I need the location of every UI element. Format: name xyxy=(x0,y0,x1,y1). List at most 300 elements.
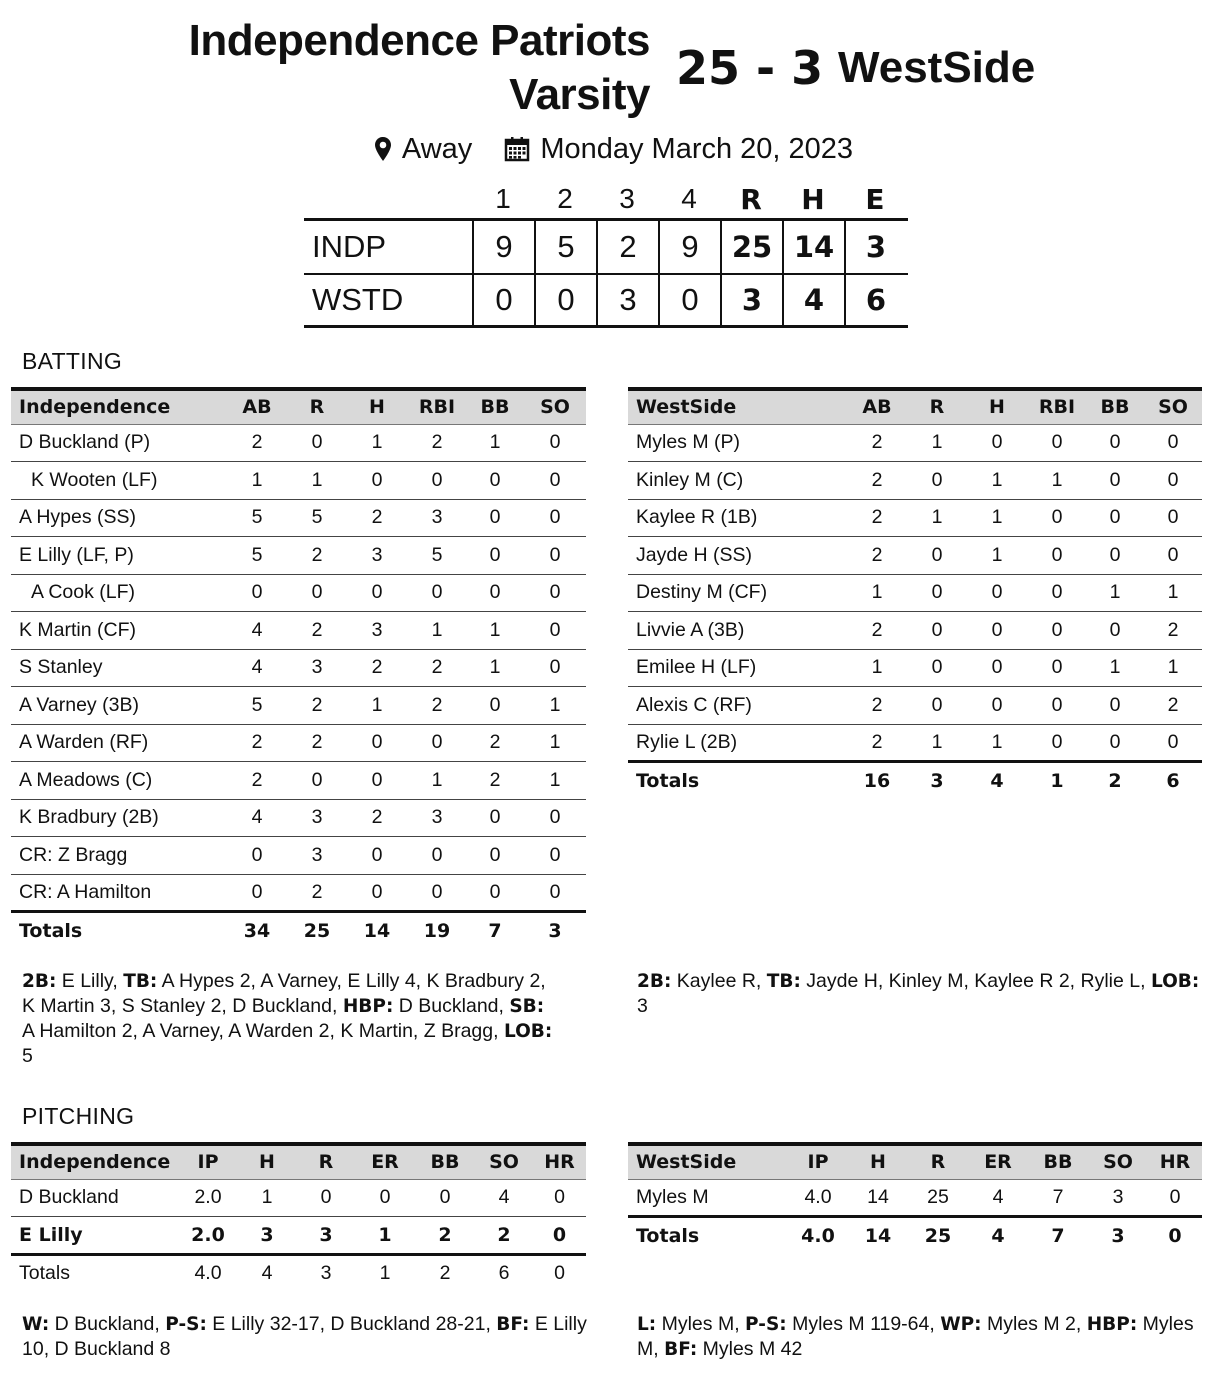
stat-cell: 4 xyxy=(990,770,1004,792)
stat-cell: 7 xyxy=(488,920,502,942)
stat-cell: 0 xyxy=(408,724,466,762)
stat-cell: 1 xyxy=(1144,649,1202,687)
stat-cell: 0 xyxy=(1086,462,1144,500)
player-row xyxy=(628,499,1202,537)
stat-cell: 0 xyxy=(908,649,966,687)
home-pitching-notes xyxy=(22,1312,592,1362)
note-label: WP: xyxy=(940,1314,982,1335)
player-row xyxy=(11,762,586,800)
note-text: E Lilly 32-17, D Buckland 28-21, xyxy=(206,1313,497,1335)
inning-3-header: 3 xyxy=(619,183,635,214)
player-name: A Hypes (SS) xyxy=(11,499,226,537)
inning-score: 0 xyxy=(658,275,720,325)
note-label: SB: xyxy=(509,996,545,1017)
stat-cell: 2 xyxy=(288,874,346,912)
note-text: Myles M 2, xyxy=(981,1313,1087,1335)
player-name: Rylie L (2B) xyxy=(628,724,846,762)
stat-cell: 1 xyxy=(846,649,908,687)
stat-cell: 0 xyxy=(288,424,346,462)
stat-cell: 1 xyxy=(1028,462,1086,500)
stat-cell: 2 xyxy=(408,649,466,687)
stat-cell: 7 xyxy=(1028,1179,1088,1217)
linescore-team: WSTD xyxy=(312,282,404,317)
stat-cell: 0 xyxy=(524,649,586,687)
player-row xyxy=(11,649,586,687)
stat-cell: 0 xyxy=(908,687,966,725)
note-label: BF: xyxy=(496,1314,530,1335)
stat-cell: 3 xyxy=(288,837,346,875)
table-header-row xyxy=(628,389,1202,424)
stat-cell: 0 xyxy=(966,649,1028,687)
stat-cell: 3 xyxy=(346,537,408,575)
column-header-rbi: RBI xyxy=(408,389,466,424)
stat-cell: 0 xyxy=(408,574,466,612)
inning-4-header: 4 xyxy=(681,183,697,214)
stat-cell: 0 xyxy=(524,874,586,912)
totals-label: Totals xyxy=(636,770,700,792)
stat-cell: 0 xyxy=(524,799,586,837)
column-header-bb: BB xyxy=(1028,1144,1088,1179)
note-label: P-S: xyxy=(165,1314,207,1335)
stat-cell: 0 xyxy=(966,687,1028,725)
away-pitching-table xyxy=(628,1142,1202,1254)
stat-cell: 1 xyxy=(1086,574,1144,612)
stat-cell: 0 xyxy=(226,874,288,912)
player-name: Kaylee R (1B) xyxy=(628,499,846,537)
linescore xyxy=(304,180,908,328)
game-location xyxy=(374,130,472,168)
stat-cell: 1 xyxy=(408,762,466,800)
stat-cell: 4.0 xyxy=(194,1262,222,1284)
column-header-ab: AB xyxy=(226,389,288,424)
stat-cell: 0 xyxy=(346,762,408,800)
stat-cell: 1 xyxy=(346,424,408,462)
note-label: HBP: xyxy=(342,996,394,1017)
away-batting-table xyxy=(628,387,1202,799)
stat-cell: 3 xyxy=(408,499,466,537)
stat-cell: 5 xyxy=(226,687,288,725)
table-header-row xyxy=(628,1144,1202,1179)
player-row xyxy=(628,537,1202,575)
stat-cell: 4 xyxy=(261,1262,273,1284)
stat-cell: 16 xyxy=(863,770,891,792)
column-header-bb: BB xyxy=(1086,389,1144,424)
stat-cell: 1 xyxy=(908,724,966,762)
stat-cell: 1 xyxy=(346,687,408,725)
stat-cell: 0 xyxy=(524,537,586,575)
stat-cell: 2 xyxy=(466,762,524,800)
note-label: L: xyxy=(637,1314,657,1335)
stat-cell: 0 xyxy=(966,612,1028,650)
stat-cell: 2 xyxy=(846,462,908,500)
player-name: Jayde H (SS) xyxy=(628,537,846,575)
stat-cell: 0 xyxy=(1028,612,1086,650)
stat-cell: 14 xyxy=(864,1225,892,1247)
runs-header: R xyxy=(740,182,762,216)
player-row xyxy=(11,799,586,837)
totals-label: Totals xyxy=(636,1225,700,1247)
stat-cell: 4 xyxy=(226,799,288,837)
player-name: Emilee H (LF) xyxy=(628,649,846,687)
stat-cell: 4.0 xyxy=(788,1179,848,1217)
away-batting-notes xyxy=(637,969,1207,1019)
stat-cell: 4 xyxy=(991,1225,1005,1247)
player-name: D Buckland (P) xyxy=(11,424,226,462)
player-name: Myles M (P) xyxy=(628,424,846,462)
note-label: LOB: xyxy=(1150,971,1200,992)
home-pitching-table xyxy=(11,1142,586,1292)
stat-cell: 3 xyxy=(346,612,408,650)
stat-cell: 0 xyxy=(524,612,586,650)
stat-cell: 5 xyxy=(288,499,346,537)
stat-cell: 1 xyxy=(379,1262,391,1284)
column-header-er: ER xyxy=(968,1144,1028,1179)
table-header-row xyxy=(11,1144,586,1179)
stat-cell: 2.0 xyxy=(179,1217,237,1255)
column-header-r: R xyxy=(297,1144,355,1179)
player-row xyxy=(11,574,586,612)
column-header-ip: IP xyxy=(179,1144,237,1179)
stat-cell: 0 xyxy=(408,462,466,500)
note-text: D Buckland, xyxy=(49,1313,166,1335)
player-row xyxy=(11,687,586,725)
stat-cell: 3 xyxy=(930,770,944,792)
stat-cell: 0 xyxy=(908,537,966,575)
note-label: BF: xyxy=(664,1339,698,1360)
linescore-row-home xyxy=(304,221,908,273)
stat-cell: 4.0 xyxy=(801,1225,835,1247)
note-text: E Lilly, xyxy=(56,970,124,992)
stat-cell: 0 xyxy=(1144,537,1202,575)
stat-cell: 0 xyxy=(1028,537,1086,575)
date-text: Monday March 20, 2023 xyxy=(540,133,854,165)
inning-1-header: 1 xyxy=(495,183,511,214)
inning-score: 5 xyxy=(534,221,596,273)
team-column-header: WestSide xyxy=(628,389,846,424)
totals-row xyxy=(628,1217,1202,1255)
player-name: E Lilly (LF, P) xyxy=(11,537,226,575)
stat-cell: 0 xyxy=(1148,1179,1202,1217)
player-row xyxy=(11,537,586,575)
player-name: Livvie A (3B) xyxy=(628,612,846,650)
stat-cell: 19 xyxy=(423,920,451,942)
stat-cell: 0 xyxy=(288,574,346,612)
totals-row xyxy=(628,762,1202,800)
stat-cell: 2 xyxy=(226,424,288,462)
stat-cell: 1 xyxy=(908,424,966,462)
stat-cell: 2 xyxy=(1108,770,1122,792)
stat-cell: 1 xyxy=(355,1217,415,1255)
totals-label: Totals xyxy=(19,920,83,942)
player-name: K Bradbury (2B) xyxy=(11,799,226,837)
stat-cell: 0 xyxy=(466,687,524,725)
stat-cell: 0 xyxy=(908,574,966,612)
note-text: Jayde H, Kinley M, Kaylee R 2, Rylie L, xyxy=(800,970,1151,992)
player-row xyxy=(11,612,586,650)
home-batting-notes xyxy=(22,969,557,1069)
player-name: Totals xyxy=(19,1262,70,1284)
player-name: K Martin (CF) xyxy=(11,612,226,650)
stat-cell: 3 xyxy=(297,1217,355,1255)
map-pin-icon xyxy=(374,136,392,162)
stat-cell: 1 xyxy=(466,649,524,687)
note-text: Myles M, xyxy=(637,1313,1194,1360)
stat-cell: 0 xyxy=(355,1179,415,1217)
stat-cell: 2 xyxy=(288,724,346,762)
home-team-name xyxy=(150,14,650,122)
stat-cell: 3 xyxy=(237,1217,297,1255)
inning-score: 9 xyxy=(658,221,720,273)
home-batting-table xyxy=(11,387,586,949)
stat-cell: 0 xyxy=(1086,612,1144,650)
stat-cell: 0 xyxy=(415,1179,475,1217)
player-name: K Wooten (LF) xyxy=(11,462,226,500)
stat-cell: 5 xyxy=(226,499,288,537)
player-row xyxy=(628,1179,1202,1217)
inning-score: 0 xyxy=(472,275,534,325)
stat-cell: 3 xyxy=(288,649,346,687)
stat-cell: 0 xyxy=(524,499,586,537)
stat-cell: 0 xyxy=(1086,537,1144,575)
stat-cell: 0 xyxy=(466,462,524,500)
stat-cell: 4 xyxy=(226,612,288,650)
stat-cell: 2 xyxy=(226,762,288,800)
column-header-hr: HR xyxy=(533,1144,586,1179)
stat-cell: 3 xyxy=(320,1262,332,1284)
stat-cell: 0 xyxy=(524,462,586,500)
player-name: CR: A Hamilton xyxy=(11,874,226,912)
stat-cell: 0 xyxy=(966,574,1028,612)
errors-total: 3 xyxy=(844,221,906,273)
stat-cell: 1 xyxy=(466,612,524,650)
stat-cell: 0 xyxy=(1028,687,1086,725)
column-header-rbi: RBI xyxy=(1028,389,1086,424)
stat-cell: 0 xyxy=(466,837,524,875)
opponent-team-name: WestSide xyxy=(838,43,1036,92)
pitching-section-title: PITCHING xyxy=(22,1103,135,1129)
stat-cell: 2 xyxy=(475,1217,533,1255)
stat-cell: 0 xyxy=(346,837,408,875)
inning-score: 0 xyxy=(534,275,596,325)
player-row xyxy=(628,724,1202,762)
stat-cell: 0 xyxy=(346,574,408,612)
column-header-er: ER xyxy=(355,1144,415,1179)
stat-cell: 0 xyxy=(408,874,466,912)
inning-score: 2 xyxy=(596,221,658,273)
player-row xyxy=(11,1179,586,1217)
stat-cell: 25 xyxy=(303,920,331,942)
stat-cell: 2 xyxy=(346,499,408,537)
stat-cell: 1 xyxy=(524,724,586,762)
note-label: P-S: xyxy=(745,1314,787,1335)
stat-cell: 1 xyxy=(1144,574,1202,612)
stat-cell: 3 xyxy=(548,920,562,942)
stat-cell: 2 xyxy=(439,1262,451,1284)
stat-cell: 34 xyxy=(243,920,271,942)
stat-cell: 2 xyxy=(288,687,346,725)
stat-cell: 1 xyxy=(966,462,1028,500)
note-text: Myles M 42 xyxy=(697,1338,803,1360)
stat-cell: 0 xyxy=(524,574,586,612)
stat-cell: 3 xyxy=(288,799,346,837)
column-header-so: SO xyxy=(524,389,586,424)
note-label: HBP: xyxy=(1086,1314,1138,1335)
player-name: A Varney (3B) xyxy=(11,687,226,725)
stat-cell: 2.0 xyxy=(179,1179,237,1217)
stat-cell: 0 xyxy=(408,837,466,875)
stat-cell: 1 xyxy=(1086,649,1144,687)
stat-cell: 3 xyxy=(1111,1225,1125,1247)
stat-cell: 0 xyxy=(346,874,408,912)
player-name: A Meadows (C) xyxy=(11,762,226,800)
inning-2-header: 2 xyxy=(557,183,573,214)
stat-cell: 7 xyxy=(1051,1225,1065,1247)
stat-cell: 0 xyxy=(966,424,1028,462)
stat-cell: 6 xyxy=(498,1262,510,1284)
stat-cell: 1 xyxy=(408,612,466,650)
stat-cell: 3 xyxy=(1088,1179,1148,1217)
player-name: D Buckland xyxy=(11,1179,179,1217)
stat-cell: 1 xyxy=(846,574,908,612)
player-row xyxy=(11,724,586,762)
column-header-r: R xyxy=(908,1144,968,1179)
runs-total: 3 xyxy=(720,275,782,325)
stat-cell: 0 xyxy=(1028,424,1086,462)
runs-total: 25 xyxy=(720,221,782,273)
stat-cell: 0 xyxy=(226,574,288,612)
stat-cell: 2 xyxy=(288,612,346,650)
player-row xyxy=(628,424,1202,462)
player-name: CR: Z Bragg xyxy=(11,837,226,875)
stat-cell: 1 xyxy=(466,424,524,462)
stat-cell: 0 xyxy=(1144,724,1202,762)
player-row xyxy=(628,462,1202,500)
player-name: Destiny M (CF) xyxy=(628,574,846,612)
stat-cell: 0 xyxy=(1086,724,1144,762)
stat-cell: 0 xyxy=(466,537,524,575)
column-header-h: H xyxy=(966,389,1028,424)
player-name: E Lilly xyxy=(11,1217,179,1255)
column-header-bb: BB xyxy=(466,389,524,424)
stat-cell: 0 xyxy=(346,724,408,762)
stat-cell: 0 xyxy=(1028,649,1086,687)
stat-cell: 0 xyxy=(1086,499,1144,537)
stat-cell: 14 xyxy=(848,1179,908,1217)
column-header-bb: BB xyxy=(415,1144,475,1179)
team-column-header: Independence xyxy=(11,389,226,424)
stat-cell: 4 xyxy=(968,1179,1028,1217)
stat-cell: 0 xyxy=(1144,462,1202,500)
player-row xyxy=(11,1217,586,1255)
column-header-hr: HR xyxy=(1148,1144,1202,1179)
column-header-ip: IP xyxy=(788,1144,848,1179)
stat-cell: 2 xyxy=(415,1217,475,1255)
note-text: Kaylee R, xyxy=(671,970,767,992)
stat-cell: 0 xyxy=(1028,499,1086,537)
stat-cell: 0 xyxy=(466,799,524,837)
stat-cell: 2 xyxy=(846,424,908,462)
player-name: A Cook (LF) xyxy=(11,574,226,612)
stat-cell: 0 xyxy=(908,612,966,650)
inning-score: 9 xyxy=(472,221,534,273)
note-text: Myles M 119-64, xyxy=(786,1313,941,1335)
linescore-header xyxy=(304,180,908,218)
stat-cell: 2 xyxy=(846,724,908,762)
batting-section-title: BATTING xyxy=(22,348,123,374)
stat-cell: 0 xyxy=(1028,574,1086,612)
player-row xyxy=(11,462,586,500)
stat-cell: 1 xyxy=(237,1179,297,1217)
stat-cell: 0 xyxy=(1168,1225,1182,1247)
linescore-body xyxy=(304,218,908,328)
stat-cell: 1 xyxy=(226,462,288,500)
location-text: Away xyxy=(401,133,473,165)
stat-cell: 0 xyxy=(1144,499,1202,537)
linescore-row-away xyxy=(304,273,908,325)
stat-cell: 2 xyxy=(288,537,346,575)
player-name: Alexis C (RF) xyxy=(628,687,846,725)
stat-cell: 0 xyxy=(1086,687,1144,725)
note-label: TB: xyxy=(123,971,158,992)
stat-cell: 0 xyxy=(533,1217,586,1255)
stat-cell: 1 xyxy=(966,499,1028,537)
stat-cell: 0 xyxy=(1086,424,1144,462)
player-row xyxy=(11,1254,586,1292)
stat-cell: 0 xyxy=(908,462,966,500)
stat-cell: 2 xyxy=(346,649,408,687)
player-name: Myles M xyxy=(628,1179,788,1217)
stat-cell: 0 xyxy=(524,837,586,875)
stat-cell: 1 xyxy=(288,462,346,500)
column-header-r: R xyxy=(288,389,346,424)
stat-cell: 1 xyxy=(966,724,1028,762)
note-label: LOB: xyxy=(503,1021,553,1042)
player-row xyxy=(11,874,586,912)
player-row xyxy=(11,837,586,875)
stat-cell: 2 xyxy=(408,424,466,462)
note-text: A Hamilton 2, A Varney, A Warden 2, K Martin, Z Bragg, xyxy=(22,1020,504,1042)
stat-cell: 1 xyxy=(524,762,586,800)
stat-cell: 2 xyxy=(1144,687,1202,725)
stat-cell: 0 xyxy=(1028,724,1086,762)
player-row xyxy=(628,574,1202,612)
stat-cell: 2 xyxy=(846,499,908,537)
inning-score: 3 xyxy=(596,275,658,325)
note-label: TB: xyxy=(766,971,801,992)
stat-cell: 2 xyxy=(226,724,288,762)
column-header-h: H xyxy=(237,1144,297,1179)
game-meta xyxy=(0,130,1227,168)
player-row xyxy=(628,649,1202,687)
note-label: W: xyxy=(22,1314,50,1335)
stat-cell: 0 xyxy=(466,499,524,537)
stat-cell: 1 xyxy=(524,687,586,725)
stat-cell: 0 xyxy=(226,837,288,875)
column-header-so: SO xyxy=(1088,1144,1148,1179)
stat-cell: 0 xyxy=(466,574,524,612)
stat-cell: 2 xyxy=(346,799,408,837)
stat-cell: 0 xyxy=(297,1179,355,1217)
note-text: D Buckland, xyxy=(393,995,510,1017)
hits-total: 4 xyxy=(782,275,844,325)
column-header-h: H xyxy=(848,1144,908,1179)
team-column-header: Independence xyxy=(11,1144,179,1179)
note-label: 2B: xyxy=(22,971,57,992)
stat-cell: 25 xyxy=(908,1179,968,1217)
stat-cell: 0 xyxy=(524,424,586,462)
linescore-team: INDP xyxy=(312,229,387,264)
stat-cell: 2 xyxy=(466,724,524,762)
